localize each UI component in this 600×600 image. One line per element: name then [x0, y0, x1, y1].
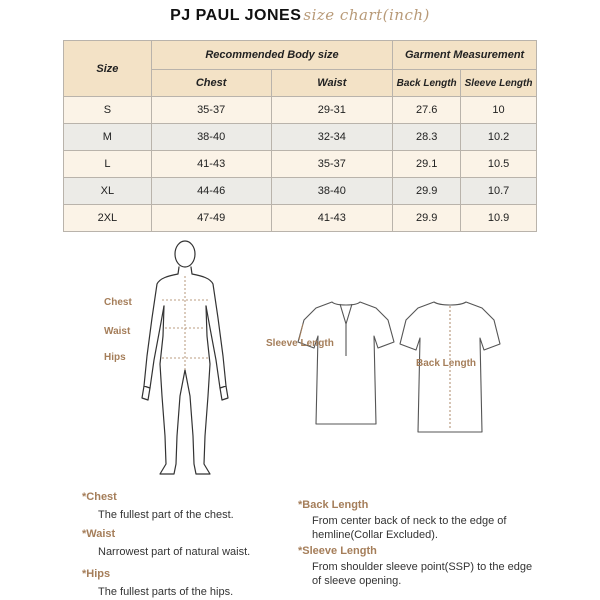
label-waist: Waist [104, 326, 131, 337]
col-back-length: Back Length [393, 70, 461, 97]
cell-back: 29.9 [393, 178, 461, 205]
label-back-length: Back Length [416, 358, 477, 369]
brand-name: PJ PAUL JONES [170, 7, 302, 24]
cell-sleeve: 10.7 [461, 178, 537, 205]
note-chest-text: The fullest part of the chest. [98, 509, 234, 521]
cell-size: 2XL [64, 205, 152, 232]
note-waist: *Waist Narrowest part of natural waist. [82, 527, 292, 559]
label-chest: Chest [104, 297, 132, 308]
note-sleeve-length: *Sleeve Length From shoulder sleeve point(SSP) to the edge of sleeve opening. [298, 544, 538, 588]
page-title [0, 6, 600, 25]
cell-back: 29.1 [393, 151, 461, 178]
cell-size: M [64, 124, 152, 151]
label-hips: Hips [104, 352, 126, 363]
cell-back: 27.6 [393, 97, 461, 124]
cell-chest: 35-37 [151, 97, 271, 124]
note-hips-title: Hips [86, 568, 111, 580]
cell-sleeve: 10.9 [461, 205, 537, 232]
cell-size: XL [64, 178, 152, 205]
cell-sleeve: 10 [461, 97, 537, 124]
note-back-title: Back Length [302, 499, 369, 511]
cell-chest: 44-46 [151, 178, 271, 205]
note-waist-text: Narrowest part of natural waist. [98, 546, 251, 558]
note-back-length: *Back Length From center back of neck to the edge of hemline(Collar Excluded). [298, 498, 530, 542]
cell-size: L [64, 151, 152, 178]
cell-waist: 29-31 [271, 97, 393, 124]
note-hips-text: The fullest parts of the hips. [98, 586, 234, 598]
garment-group-header: Garment Measurement [393, 41, 537, 70]
cell-waist: 38-40 [271, 178, 393, 205]
cell-sleeve: 10.2 [461, 124, 537, 151]
col-waist: Waist [271, 70, 393, 97]
note-back-text: From center back of neck to the edge of hemline(Collar Excluded). [312, 515, 507, 541]
cell-chest: 47-49 [151, 205, 271, 232]
body-figure [130, 236, 240, 478]
col-chest: Chest [151, 70, 271, 97]
note-hips: *Hips The fullest parts of the hips. [82, 567, 292, 599]
table-row [64, 178, 537, 205]
chart-subtitle: size chart(inch) [303, 6, 430, 24]
note-sleeve-text: From shoulder sleeve point(SSP) to the edge of sleeve opening. [312, 561, 533, 587]
table-row [64, 97, 537, 124]
cell-waist: 35-37 [271, 151, 393, 178]
cell-chest: 38-40 [151, 124, 271, 151]
body-group-header: Recommended Body size [151, 41, 392, 70]
size-header: Size [64, 41, 152, 97]
cell-size: S [64, 97, 152, 124]
cell-chest: 41-43 [151, 151, 271, 178]
note-chest-title: Chest [86, 491, 117, 503]
size-table [63, 40, 537, 232]
label-sleeve-length: Sleeve Length [266, 338, 334, 349]
cell-back: 29.9 [393, 205, 461, 232]
note-chest: *Chest The fullest part of the chest. [82, 490, 292, 522]
note-sleeve-title: Sleeve Length [302, 545, 377, 557]
cell-waist: 41-43 [271, 205, 393, 232]
table-row [64, 151, 537, 178]
note-waist-title: Waist [86, 528, 116, 540]
cell-waist: 32-34 [271, 124, 393, 151]
table-row [64, 124, 537, 151]
shirt-front-figure [296, 296, 396, 428]
cell-sleeve: 10.5 [461, 151, 537, 178]
table-row [64, 205, 537, 232]
col-sleeve-length: Sleeve Length [461, 70, 537, 97]
cell-back: 28.3 [393, 124, 461, 151]
